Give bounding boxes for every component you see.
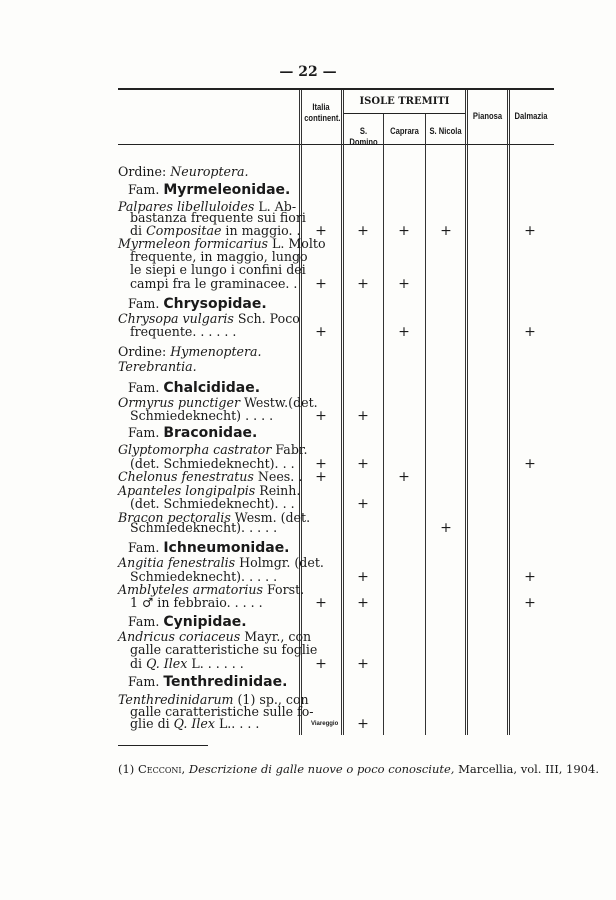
text: Sch. Poco <box>233 311 300 326</box>
header-dalmazia: Dalmazia <box>514 111 548 122</box>
group-header-rule <box>343 113 466 114</box>
presence-mark-caprara: + <box>398 324 410 340</box>
text: L. . . . . . <box>187 656 244 671</box>
text: Schmiedeknecht) . . . . <box>130 408 274 423</box>
presence-mark-italia: + <box>315 456 327 472</box>
presence-mark-nicola: + <box>440 520 452 536</box>
text: (1) sp., con <box>233 692 309 707</box>
presence-mark-domino: + <box>357 496 369 512</box>
taxon-name: Ormyrus punctiger <box>118 395 240 410</box>
header-italia: Italia continent. <box>304 102 341 124</box>
presence-mark-italia: + <box>315 656 327 672</box>
header-bottom-rule <box>118 144 554 145</box>
presence-mark-domino: + <box>357 276 369 292</box>
header-caprara: Caprara <box>390 126 419 137</box>
text-line <box>118 345 300 359</box>
taxon-name: Bracon pectoralis <box>118 510 231 525</box>
text: Fam. <box>128 614 164 629</box>
presence-mark-domino: + <box>357 569 369 585</box>
taxon-name: Terebrantia. <box>118 359 197 374</box>
footnote-title: Descrizione di galle nuove o poco conosciute, <box>188 762 455 776</box>
taxon-name: Q. Ilex <box>146 656 188 671</box>
family-name: Ichneumonidae. <box>163 540 290 556</box>
header-pianosa: Pianosa <box>472 111 503 122</box>
text: L.. . . . <box>214 716 260 731</box>
text-line <box>118 381 310 395</box>
text: Fam. <box>128 380 164 395</box>
text: Fam. <box>128 296 164 311</box>
taxon-name: Tenthredinidarum <box>118 692 234 707</box>
text-line <box>118 297 310 311</box>
header-isole-tremiti: ISOLE TREMITI <box>359 96 450 107</box>
text-line <box>118 277 312 291</box>
text: frequente, in maggio, lungo <box>130 249 308 264</box>
text: Nees. . <box>253 469 303 484</box>
presence-mark-caprara: + <box>398 223 410 239</box>
text-line <box>118 642 318 657</box>
footnote-rule <box>118 745 208 746</box>
presence-mark-italia: + <box>315 408 327 424</box>
taxon-name: Hymenoptera. <box>170 344 262 359</box>
family-name: Chrysopidae. <box>163 296 267 312</box>
presence-mark-italia: Viareggio <box>311 721 339 727</box>
footnote-number: (1) <box>118 762 135 776</box>
text: Ordine: <box>118 164 171 179</box>
text: L. Molto <box>268 236 326 251</box>
column-rule <box>465 90 466 735</box>
text-line <box>118 521 312 535</box>
text: Forst. <box>262 582 305 597</box>
presence-mark-italia: + <box>315 595 327 611</box>
text: in maggio. . <box>221 223 301 238</box>
text: (det. Schmiedeknecht). . . <box>130 496 295 511</box>
text: di <box>130 656 147 671</box>
column-rule <box>341 90 342 735</box>
text-line <box>118 442 308 457</box>
text: galle caratteristiche su foglie <box>130 642 318 657</box>
presence-mark-domino: + <box>357 656 369 672</box>
text: Mayr., con <box>240 629 312 644</box>
text: Ordine: <box>118 344 171 359</box>
taxon-name: Compositae <box>146 223 222 238</box>
presence-mark-italia: + <box>315 276 327 292</box>
taxon-name: Andricus coriaceus <box>118 629 241 644</box>
text: L. Ab- <box>254 199 297 214</box>
footnote-source: Marcellia, vol. III, 1904. <box>458 762 599 776</box>
presence-mark-italia: + <box>315 469 327 485</box>
family-name: Tenthredinidae. <box>163 674 288 690</box>
text: (det. Schmiedeknecht). . . <box>130 456 295 471</box>
text-line <box>118 469 303 484</box>
taxon-name: Chelonus fenestratus <box>118 469 254 484</box>
taxon-name: Angitia fenestralis <box>118 555 236 570</box>
presence-mark-italia: + <box>315 223 327 239</box>
column-rule <box>507 90 508 735</box>
presence-mark-domino: + <box>357 716 369 732</box>
text: galle caratteristiche sulle fo- <box>130 704 314 719</box>
text: Fam. <box>128 182 164 197</box>
text-line <box>118 183 310 197</box>
text: Fam. <box>128 674 164 689</box>
taxon-name: Q. Ilex <box>173 716 215 731</box>
text: Wesm. (det. <box>230 510 311 525</box>
text: Fam. <box>128 425 164 440</box>
text-line <box>118 657 312 671</box>
presence-mark-dalmazia: + <box>524 456 536 472</box>
taxon-name: Glyptomorpha castrator <box>118 442 272 457</box>
text-line <box>118 426 310 440</box>
text-line <box>118 541 310 555</box>
text-line <box>118 165 300 179</box>
presence-mark-dalmazia: + <box>524 595 536 611</box>
presence-mark-dalmazia: + <box>524 324 536 340</box>
header-s-nicola: S. Nicola <box>429 126 462 137</box>
footnote <box>118 762 599 776</box>
text: Schmiedeknecht). . . . . <box>130 520 278 535</box>
presence-mark-caprara: + <box>398 276 410 292</box>
text-line <box>118 555 324 570</box>
taxon-name: Palpares libelluloides <box>118 199 255 214</box>
text-line <box>118 615 310 629</box>
presence-mark-dalmazia: + <box>524 223 536 239</box>
text: Reinh. <box>255 483 301 498</box>
taxon-name: Neuroptera. <box>170 164 249 179</box>
column-rule <box>383 114 384 735</box>
text: Fabr. <box>271 442 308 457</box>
column-rule <box>425 114 426 735</box>
page-number: — 22 — <box>279 64 337 80</box>
presence-mark-domino: + <box>357 595 369 611</box>
text: frequente. . . . . . <box>130 324 237 339</box>
family-name: Myrmeleonidae. <box>163 182 291 198</box>
text-line <box>118 675 310 689</box>
family-name: Chalcididae. <box>163 380 261 396</box>
text: Fam. <box>128 540 164 555</box>
presence-mark-dalmazia: + <box>524 569 536 585</box>
text: bastanza frequente sui fiori <box>130 210 306 225</box>
text: Holmgr. (det. <box>235 555 324 570</box>
text: le siepi e lungo i confini dei <box>130 262 306 277</box>
presence-mark-caprara: + <box>398 469 410 485</box>
taxon-name: Apanteles longipalpis <box>118 483 256 498</box>
text: di <box>130 223 147 238</box>
taxon-name: Myrmeleon formicarius <box>118 236 269 251</box>
text-line <box>118 325 312 339</box>
column-rule <box>467 90 468 735</box>
presence-mark-domino: + <box>357 223 369 239</box>
taxon-name: Amblyteles armatorius <box>118 582 263 597</box>
header-s-domino: S. Domino <box>349 126 378 148</box>
table-top-rule <box>118 88 554 90</box>
family-name: Braconidae. <box>163 425 258 441</box>
presence-mark-nicola: + <box>440 223 452 239</box>
presence-mark-italia: + <box>315 324 327 340</box>
column-rule <box>509 90 510 735</box>
text-line <box>118 360 300 374</box>
family-name: Cynipidae. <box>163 614 247 630</box>
text-line <box>118 717 312 731</box>
text-line <box>118 263 312 277</box>
taxon-name: Chrysopa vulgaris <box>118 311 234 326</box>
footnote-author: Cecconi, <box>137 762 186 776</box>
text-line <box>118 596 312 610</box>
presence-mark-domino: + <box>357 408 369 424</box>
text: campi fra le graminacee. . <box>130 276 298 291</box>
column-rule <box>343 90 344 735</box>
presence-mark-domino: + <box>357 456 369 472</box>
text: Schmiedeknecht). . . . . <box>130 569 278 584</box>
text-line <box>118 497 312 511</box>
text: 1 ♂ in febbraio. . . . . <box>130 595 263 610</box>
text: glie di <box>130 716 174 731</box>
text-line <box>118 409 312 423</box>
text: Westw.(det. <box>239 395 318 410</box>
